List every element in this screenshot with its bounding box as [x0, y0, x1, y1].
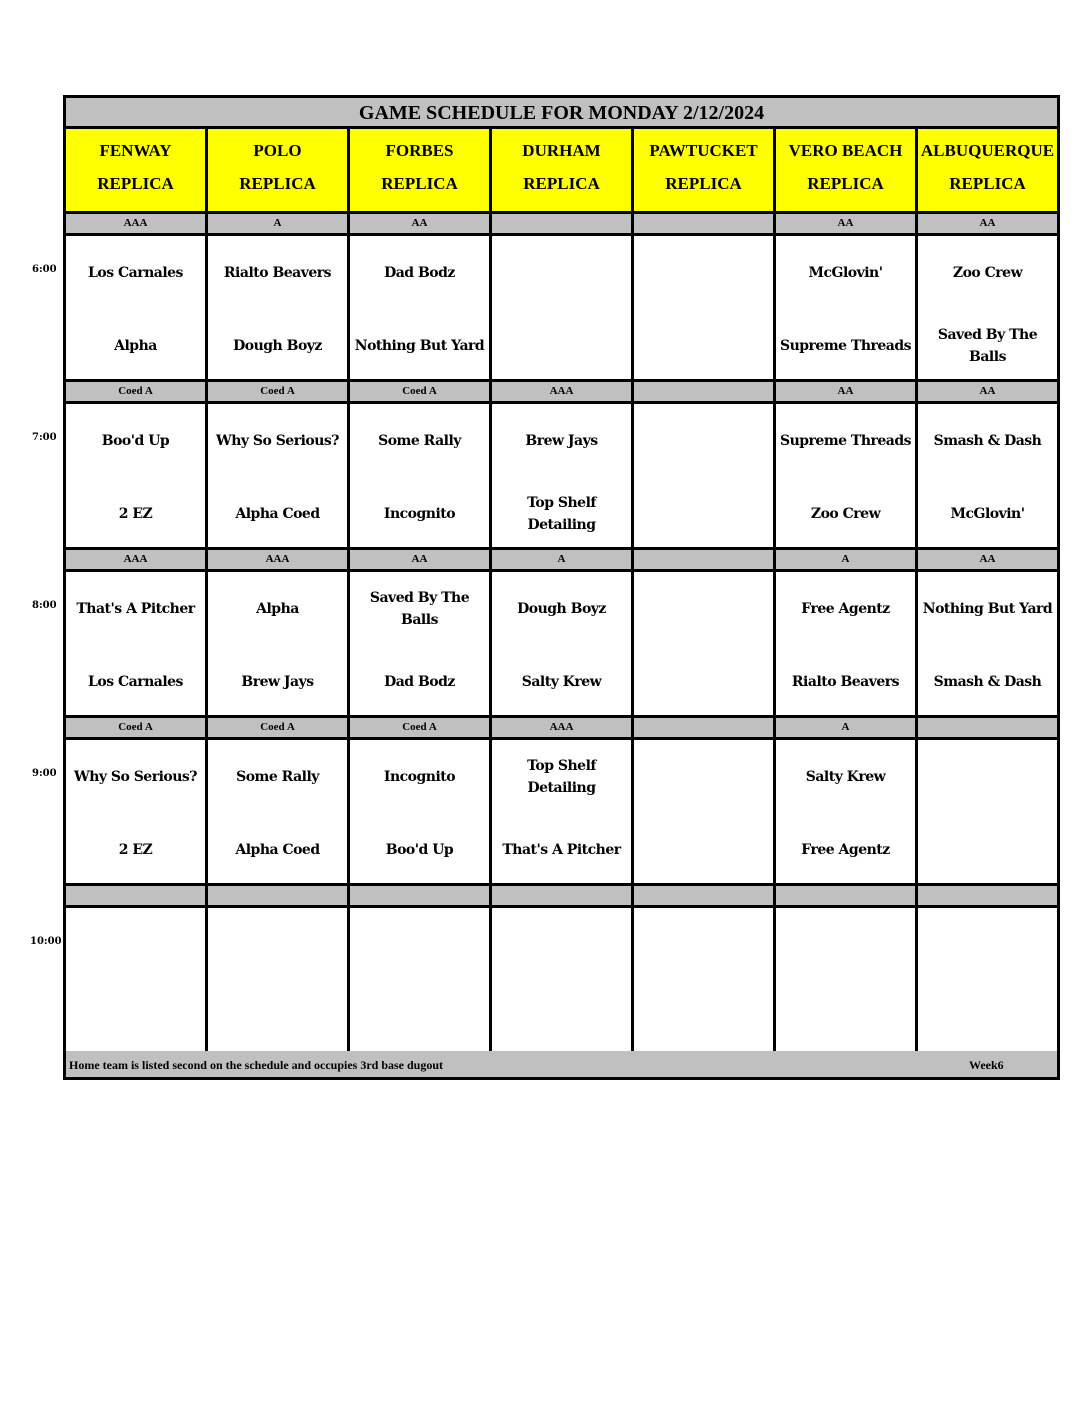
game-cell: [918, 908, 1057, 1051]
game-cell: [208, 740, 350, 883]
field-header-polo: [208, 129, 350, 211]
home-team: [66, 993, 205, 1043]
away-team: Boo'd Up: [101, 433, 170, 449]
field-name: PAWTUCKET: [649, 141, 758, 160]
division-label: AAA: [492, 382, 634, 401]
home-team: Free Agentz: [801, 842, 890, 858]
division-label: [634, 214, 776, 233]
game-cell: [776, 404, 918, 547]
game-cell: [634, 236, 776, 379]
time-label: 9:00: [32, 768, 57, 779]
footer-note: Home team is listed second on the schedule and occupies 3rd base dugout: [69, 1058, 444, 1072]
home-team: Incognito: [383, 506, 456, 522]
division-label: A: [492, 550, 634, 569]
game-cell: [634, 740, 776, 883]
away-team: [492, 248, 631, 298]
field-header-fenway: [66, 129, 208, 211]
away-team: [634, 248, 773, 298]
away-team: [918, 752, 1057, 802]
field-header-vero-beach: [776, 129, 918, 211]
field-header-row: [66, 126, 1057, 214]
away-team: Free Agentz: [801, 601, 890, 617]
game-cell: [66, 908, 208, 1051]
away-team: [634, 416, 773, 466]
game-cell: [350, 740, 492, 883]
game-cell: [350, 404, 492, 547]
away-team: Smash & Dash: [933, 433, 1042, 449]
field-name: FENWAY: [99, 141, 172, 160]
game-cell: [918, 740, 1057, 883]
week-label: Week6: [969, 1058, 1004, 1072]
away-team: Dough Boyz: [517, 601, 606, 617]
away-team: [634, 584, 773, 634]
division-label: [634, 886, 776, 905]
game-cell: [350, 908, 492, 1051]
field-name: ALBUQUERQUE: [920, 141, 1055, 160]
home-team: Boo'd Up: [385, 842, 454, 858]
away-team: [208, 920, 347, 970]
home-team: Los Carnales: [88, 674, 183, 690]
away-team: Los Carnales: [88, 265, 183, 281]
home-team: [634, 321, 773, 371]
game-cell: [66, 740, 208, 883]
division-label: AA: [776, 214, 918, 233]
footer-bar: [66, 1051, 1057, 1077]
game-cell: [492, 404, 634, 547]
field-type: REPLICA: [949, 174, 1026, 193]
game-cell: [918, 404, 1057, 547]
field-header-pawtucket: [634, 129, 776, 211]
away-team: Why So Serious?: [215, 433, 340, 449]
game-cell: [634, 908, 776, 1051]
division-label: AA: [776, 382, 918, 401]
game-cell: [350, 572, 492, 715]
away-team: [492, 920, 631, 970]
home-team: Alpha: [114, 338, 157, 354]
home-team: [776, 993, 915, 1043]
home-team: [492, 993, 631, 1043]
away-team: [776, 920, 915, 970]
game-cell: [208, 404, 350, 547]
division-label: [492, 214, 634, 233]
home-team: McGlovin': [950, 506, 1025, 522]
away-team: Incognito: [383, 769, 456, 785]
away-team: [634, 752, 773, 802]
away-team: Dad Bodz: [384, 265, 455, 281]
away-team: Why So Serious?: [73, 769, 198, 785]
home-team: 2 EZ: [118, 506, 153, 522]
home-team: 2 EZ: [118, 842, 153, 858]
home-team: [918, 993, 1057, 1043]
away-team: That's A Pitcher: [76, 601, 195, 617]
game-row: [66, 404, 1057, 550]
away-team: [66, 920, 205, 970]
home-team: [634, 825, 773, 875]
division-label: AA: [350, 214, 492, 233]
division-label: AAA: [66, 550, 208, 569]
home-team: [918, 825, 1057, 875]
away-team: Rialto Beavers: [223, 265, 332, 281]
time-label: 7:00: [32, 432, 57, 443]
game-cell: [208, 908, 350, 1051]
away-team: Zoo Crew: [952, 265, 1023, 281]
division-label: [918, 718, 1057, 737]
home-team: Dad Bodz: [384, 674, 455, 690]
division-label: Coed A: [208, 382, 350, 401]
division-label: [634, 550, 776, 569]
division-label: [492, 886, 634, 905]
schedule-title: GAME SCHEDULE FOR MONDAY 2/12/2024: [66, 98, 1057, 126]
home-team: Nothing But Yard: [354, 338, 485, 354]
home-team: Alpha Coed: [235, 506, 320, 522]
time-label: 6:00: [32, 264, 57, 275]
field-name: VERO BEACH: [788, 141, 903, 160]
field-header-albuquerque: [918, 129, 1057, 211]
division-label: [776, 886, 918, 905]
division-band: [66, 214, 1057, 236]
division-label: [66, 886, 208, 905]
game-cell: [208, 236, 350, 379]
game-cell: [776, 572, 918, 715]
home-team: Zoo Crew: [810, 506, 881, 522]
division-label: AA: [918, 550, 1057, 569]
division-label: AAA: [66, 214, 208, 233]
game-cell: [350, 236, 492, 379]
home-team: Saved By The Balls: [937, 327, 1038, 365]
home-team: [350, 993, 489, 1043]
home-team: [634, 489, 773, 539]
division-band: [66, 550, 1057, 572]
away-team: Some Rally: [236, 769, 319, 785]
division-label: Coed A: [208, 718, 350, 737]
away-team: Brew Jays: [525, 433, 598, 449]
field-type: REPLICA: [807, 174, 884, 193]
field-name: FORBES: [385, 141, 454, 160]
division-label: A: [208, 214, 350, 233]
field-type: REPLICA: [381, 174, 458, 193]
division-label: A: [776, 718, 918, 737]
game-row: [66, 236, 1057, 382]
division-label: [350, 886, 492, 905]
game-cell: [66, 236, 208, 379]
field-header-forbes: [350, 129, 492, 211]
division-label: A: [776, 550, 918, 569]
field-type: REPLICA: [523, 174, 600, 193]
division-band: [66, 382, 1057, 404]
time-label: 8:00: [32, 600, 57, 611]
home-team: [208, 993, 347, 1043]
game-cell: [208, 572, 350, 715]
game-cell: [776, 740, 918, 883]
game-cell: [776, 908, 918, 1051]
game-cell: [492, 572, 634, 715]
away-team: Some Rally: [378, 433, 461, 449]
home-team: [634, 993, 773, 1043]
game-row: [66, 572, 1057, 718]
away-team: Alpha: [256, 601, 299, 617]
division-label: Coed A: [350, 382, 492, 401]
away-team: Supreme Threads: [779, 433, 912, 449]
field-type: REPLICA: [97, 174, 174, 193]
division-label: AA: [918, 214, 1057, 233]
away-team: Salty Krew: [805, 769, 886, 785]
game-cell: [918, 236, 1057, 379]
game-cell: [492, 908, 634, 1051]
home-team: Brew Jays: [241, 674, 314, 690]
home-team: Supreme Threads: [779, 338, 912, 354]
away-team: Saved By The Balls: [369, 590, 470, 628]
division-label: AA: [350, 550, 492, 569]
field-name: POLO: [253, 141, 302, 160]
division-label: [634, 718, 776, 737]
division-label: AAA: [492, 718, 634, 737]
game-cell: [918, 572, 1057, 715]
away-team: McGlovin': [808, 265, 883, 281]
away-team: Top Shelf Detailing: [527, 758, 596, 796]
home-team: Smash & Dash: [933, 674, 1042, 690]
game-cell: [492, 740, 634, 883]
division-label: Coed A: [66, 718, 208, 737]
time-label: 10:00: [30, 936, 62, 947]
field-type: REPLICA: [239, 174, 316, 193]
division-label: [208, 886, 350, 905]
game-cell: [776, 236, 918, 379]
division-label: Coed A: [350, 718, 492, 737]
home-team: Dough Boyz: [233, 338, 322, 354]
away-team: [918, 920, 1057, 970]
home-team: Rialto Beavers: [791, 674, 900, 690]
game-cell: [66, 572, 208, 715]
away-team: [350, 920, 489, 970]
away-team: [634, 920, 773, 970]
schedule-sheet: [63, 95, 1060, 1080]
away-team: Nothing But Yard: [922, 601, 1053, 617]
game-cell: [634, 404, 776, 547]
home-team: [492, 321, 631, 371]
division-label: [918, 886, 1057, 905]
division-label: Coed A: [66, 382, 208, 401]
home-team: Top Shelf Detailing: [527, 495, 596, 533]
home-team: [634, 657, 773, 707]
field-name: DURHAM: [522, 141, 601, 160]
division-band: [66, 718, 1057, 740]
game-row: [66, 908, 1057, 1054]
division-label: AAA: [208, 550, 350, 569]
division-band: [66, 886, 1057, 908]
game-cell: [634, 572, 776, 715]
division-label: AA: [918, 382, 1057, 401]
home-team: That's A Pitcher: [502, 842, 621, 858]
game-row: [66, 740, 1057, 886]
division-label: [634, 382, 776, 401]
game-cell: [492, 236, 634, 379]
field-header-durham: [492, 129, 634, 211]
home-team: Alpha Coed: [235, 842, 320, 858]
field-type: REPLICA: [665, 174, 742, 193]
game-cell: [66, 404, 208, 547]
home-team: Salty Krew: [521, 674, 602, 690]
